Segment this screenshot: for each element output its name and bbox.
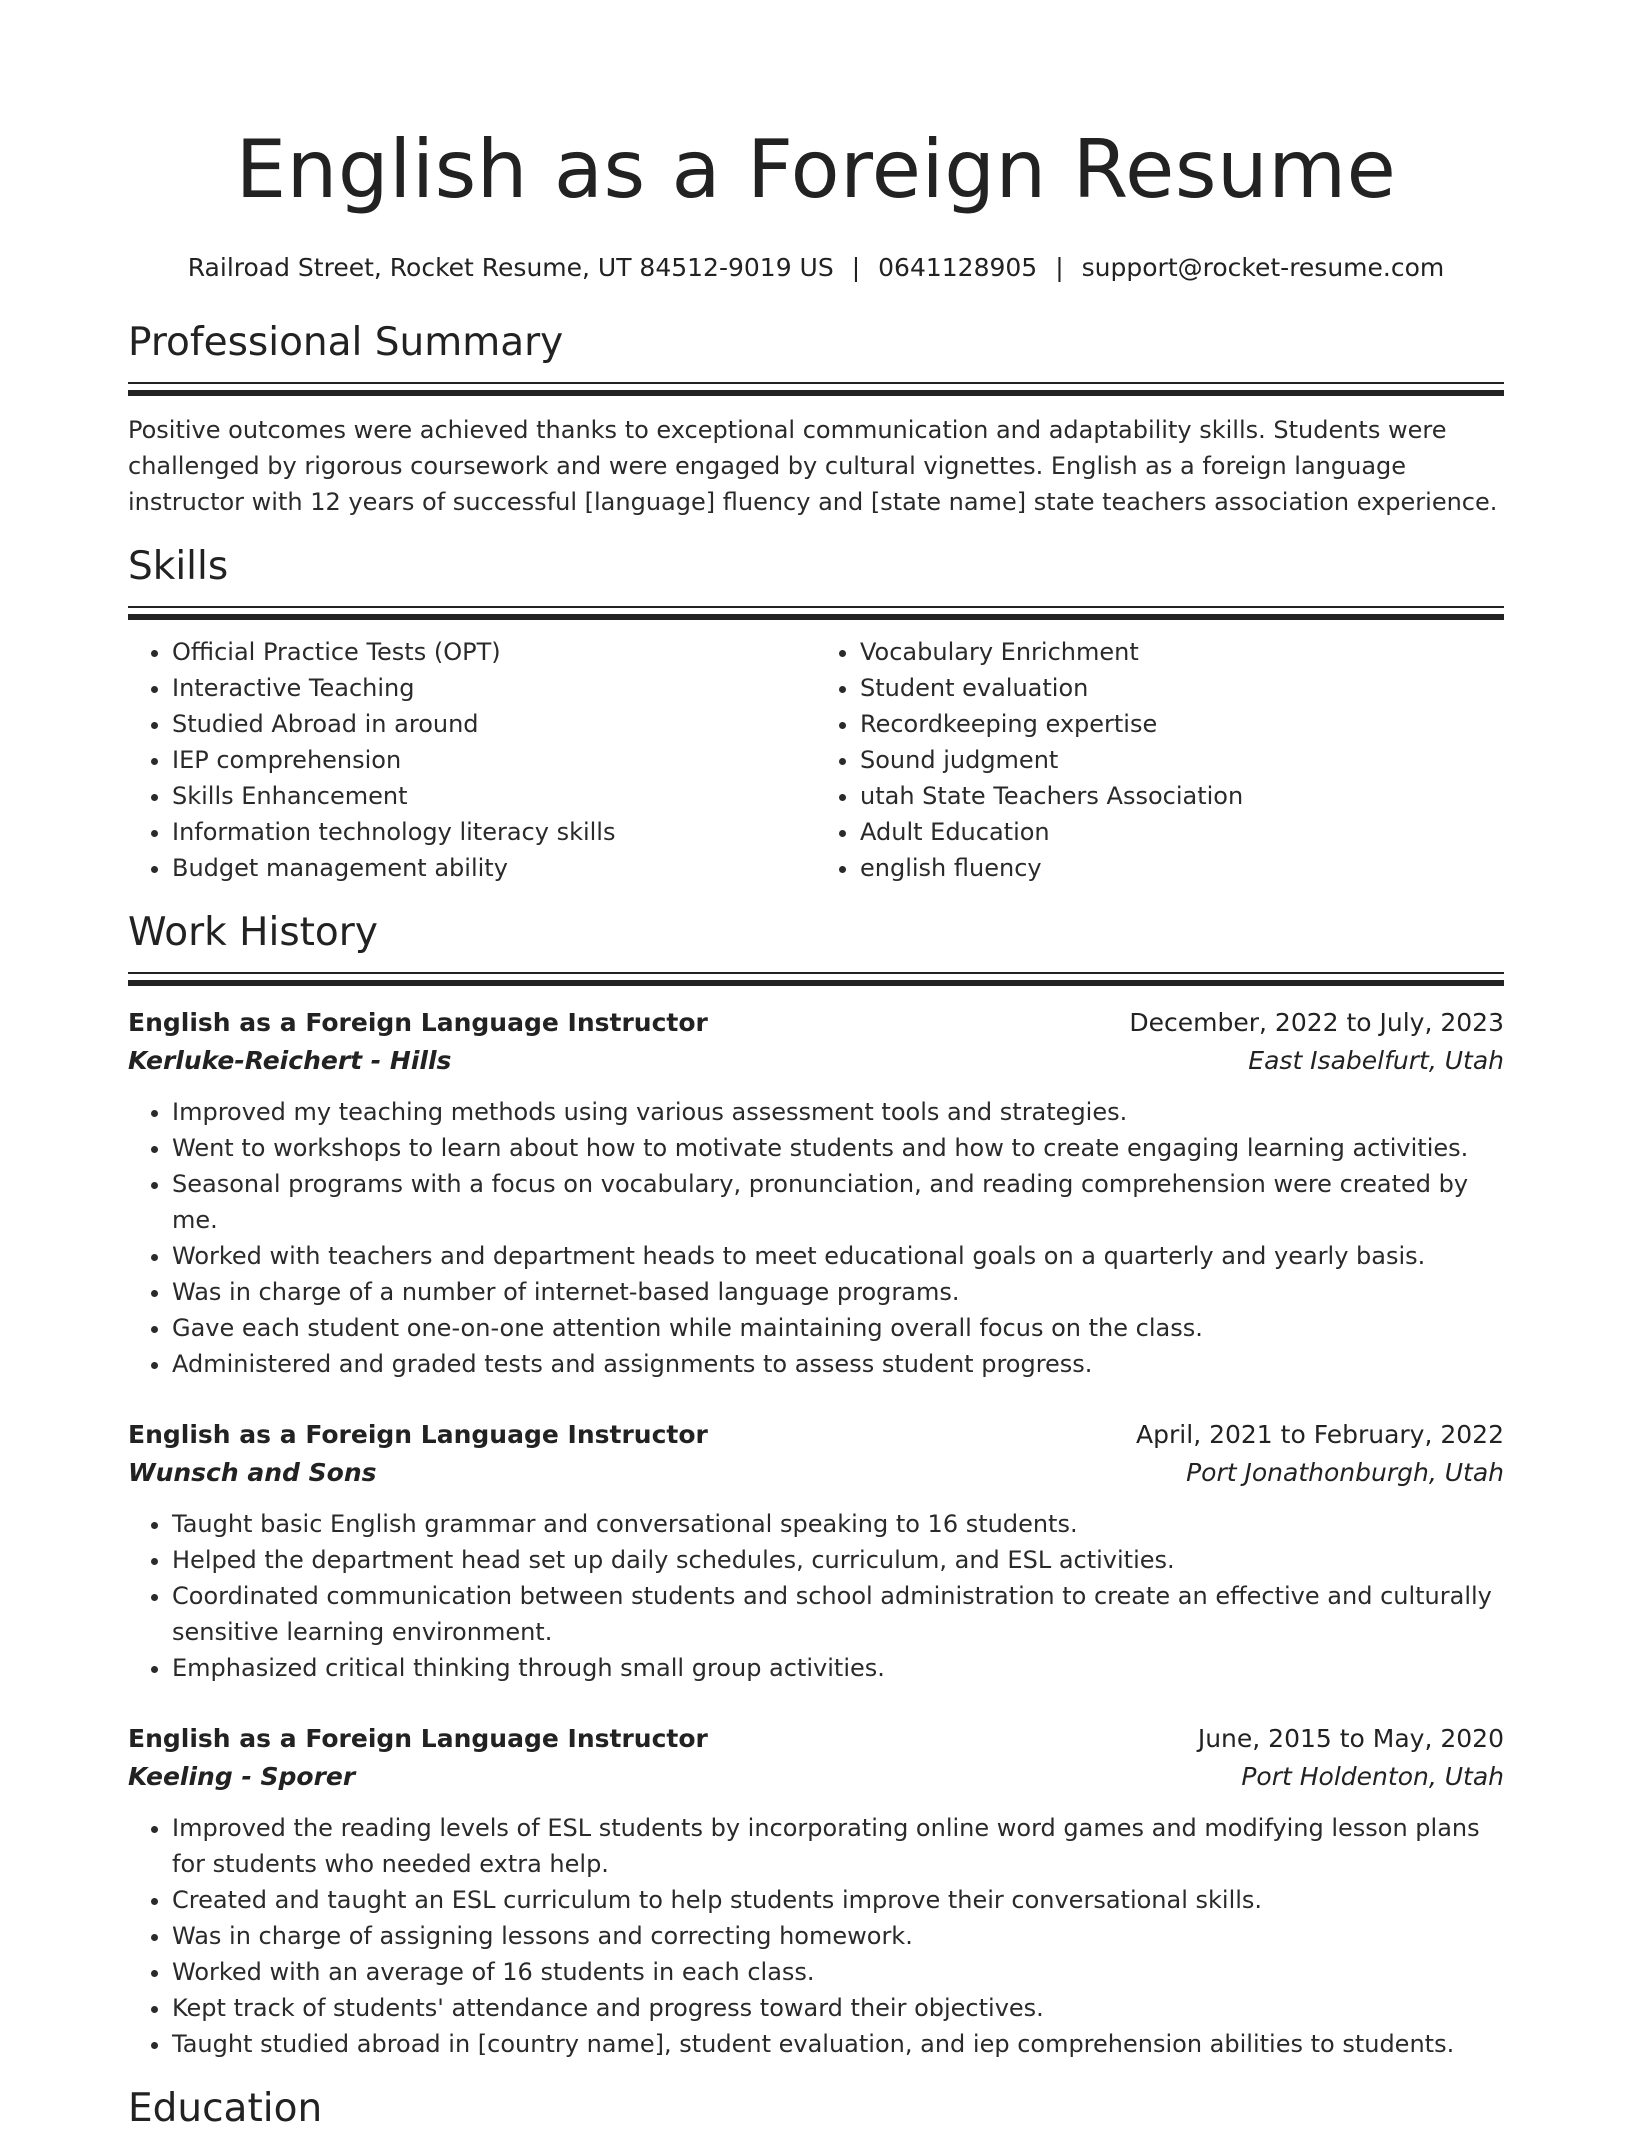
job-dates: June, 2015 to May, 2020	[1197, 1724, 1504, 1753]
job-bullet: • Taught basic English grammar and conversational speaking to 16 students.	[172, 1506, 1504, 1542]
job-entry	[128, 1004, 1504, 1382]
skill-item: • english fluency	[860, 850, 1504, 886]
job-bullet: • Improved the reading levels of ESL students by incorporating online word games and modifying lesson plans for students who needed extra help.	[172, 1810, 1504, 1882]
job-subheader	[128, 1758, 1504, 1796]
job-bullet: • Administered and graded tests and assignments to assess student progress.	[172, 1346, 1504, 1382]
job-entry	[128, 1720, 1504, 2062]
education-heading: Education	[128, 2086, 323, 2131]
contact-address: Railroad Street, Rocket Resume, UT 84512-9019 US	[187, 253, 834, 282]
job-bullet: • Gave each student one-on-one attention while maintaining overall focus on the class.	[172, 1310, 1504, 1346]
job-bullet: • Created and taught an ESL curriculum to help students improve their conversational skills.	[172, 1882, 1504, 1918]
job-title: English as a Foreign Language Instructor	[128, 1420, 708, 1449]
job-location: Port Jonathonburgh, Utah	[1186, 1458, 1504, 1487]
skill-item: • Budget management ability	[172, 850, 816, 886]
job-bullet: • Was in charge of assigning lessons and correcting homework.	[172, 1918, 1504, 1954]
job-location: Port Holdenton, Utah	[1241, 1762, 1504, 1791]
skill-item: • Information technology literacy skills	[172, 814, 816, 850]
resume-title: English as a Foreign Resume	[235, 123, 1397, 216]
contact-separator: |	[851, 253, 861, 282]
skill-item: • Vocabulary Enrichment	[860, 634, 1504, 670]
skill-item: • Skills Enhancement	[172, 778, 816, 814]
job-bullet: • Helped the department head set up daily schedules, curriculum, and ESL activities.	[172, 1542, 1504, 1578]
summary-text: Positive outcomes were achieved thanks to exceptional communication and adaptability skills. Students were challenged by rigorous coursework and were engaged by cultural vignettes. English as a foreign language instructor with 12 years of successful [language] fluency and [state name] state teachers association experience.	[128, 416, 1498, 516]
job-company: Wunsch and Sons	[128, 1458, 377, 1487]
job-dates: December, 2022 to July, 2023	[1129, 1008, 1504, 1037]
skill-item: • Interactive Teaching	[172, 670, 816, 706]
contact-email[interactable]: support@rocket-resume.com	[1081, 253, 1445, 282]
job-header	[128, 1004, 1504, 1042]
section-divider	[128, 390, 1504, 396]
job-dates: April, 2021 to February, 2022	[1136, 1420, 1504, 1449]
contact-phone: 0641128905	[878, 253, 1038, 282]
job-bullets	[128, 1506, 1504, 1686]
job-bullet: • Coordinated communication between students and school administration to create an effective and culturally sensitive learning environment.	[172, 1578, 1504, 1650]
skills-list-left	[128, 634, 816, 886]
skill-item: • utah State Teachers Association	[860, 778, 1504, 814]
job-bullet: • Emphasized critical thinking through small group activities.	[172, 1650, 1504, 1686]
job-header	[128, 1416, 1504, 1454]
contact-line	[128, 252, 1504, 284]
job-bullet: • Kept track of students' attendance and progress toward their objectives.	[172, 1990, 1504, 2026]
skills-heading: Skills	[128, 544, 229, 589]
job-subheader	[128, 1454, 1504, 1492]
job-bullet: • Was in charge of a number of internet-based language programs.	[172, 1274, 1504, 1310]
job-bullets	[128, 1810, 1504, 2062]
skill-item: • Recordkeeping expertise	[860, 706, 1504, 742]
job-bullet: • Seasonal programs with a focus on vocabulary, pronunciation, and reading comprehension were created by me.	[172, 1166, 1504, 1238]
job-bullets	[128, 1094, 1504, 1382]
section-divider	[128, 980, 1504, 986]
job-subheader	[128, 1042, 1504, 1080]
job-bullet: • Improved my teaching methods using various assessment tools and strategies.	[172, 1094, 1504, 1130]
section-divider	[128, 606, 1504, 608]
summary-heading: Professional Summary	[128, 320, 564, 365]
job-location: East Isabelfurt, Utah	[1248, 1046, 1504, 1075]
skills-list-right	[816, 634, 1504, 886]
education-section	[128, 2084, 1504, 2134]
job-bullet: • Taught studied abroad in [country name], student evaluation, and iep comprehension abilities to students.	[172, 2026, 1504, 2062]
skills-columns	[128, 634, 1504, 886]
skill-item: • IEP comprehension	[172, 742, 816, 778]
skills-section	[128, 542, 1504, 886]
work-history-section	[128, 908, 1504, 2062]
job-header	[128, 1720, 1504, 1758]
contact-separator: |	[1055, 253, 1064, 282]
section-divider	[128, 614, 1504, 620]
section-divider	[128, 382, 1504, 384]
job-title: English as a Foreign Language Instructor	[128, 1724, 708, 1753]
skill-item: • Studied Abroad in around	[172, 706, 816, 742]
job-entry	[128, 1416, 1504, 1686]
job-company: Keeling - Sporer	[128, 1762, 356, 1791]
job-bullet: • Worked with teachers and department heads to meet educational goals on a quarterly and yearly basis.	[172, 1238, 1504, 1274]
job-title: English as a Foreign Language Instructor	[128, 1008, 708, 1037]
section-divider	[128, 972, 1504, 974]
job-bullet: • Worked with an average of 16 students in each class.	[172, 1954, 1504, 1990]
summary-section	[128, 318, 1504, 520]
job-company: Kerluke-Reichert - Hills	[128, 1046, 452, 1075]
skill-item: • Adult Education	[860, 814, 1504, 850]
work-history-heading: Work History	[128, 910, 378, 955]
skill-item: • Official Practice Tests (OPT)	[172, 634, 816, 670]
skill-item: • Student evaluation	[860, 670, 1504, 706]
job-bullet: • Went to workshops to learn about how to motivate students and how to create engaging learning activities.	[172, 1130, 1504, 1166]
skill-item: • Sound judgment	[860, 742, 1504, 778]
